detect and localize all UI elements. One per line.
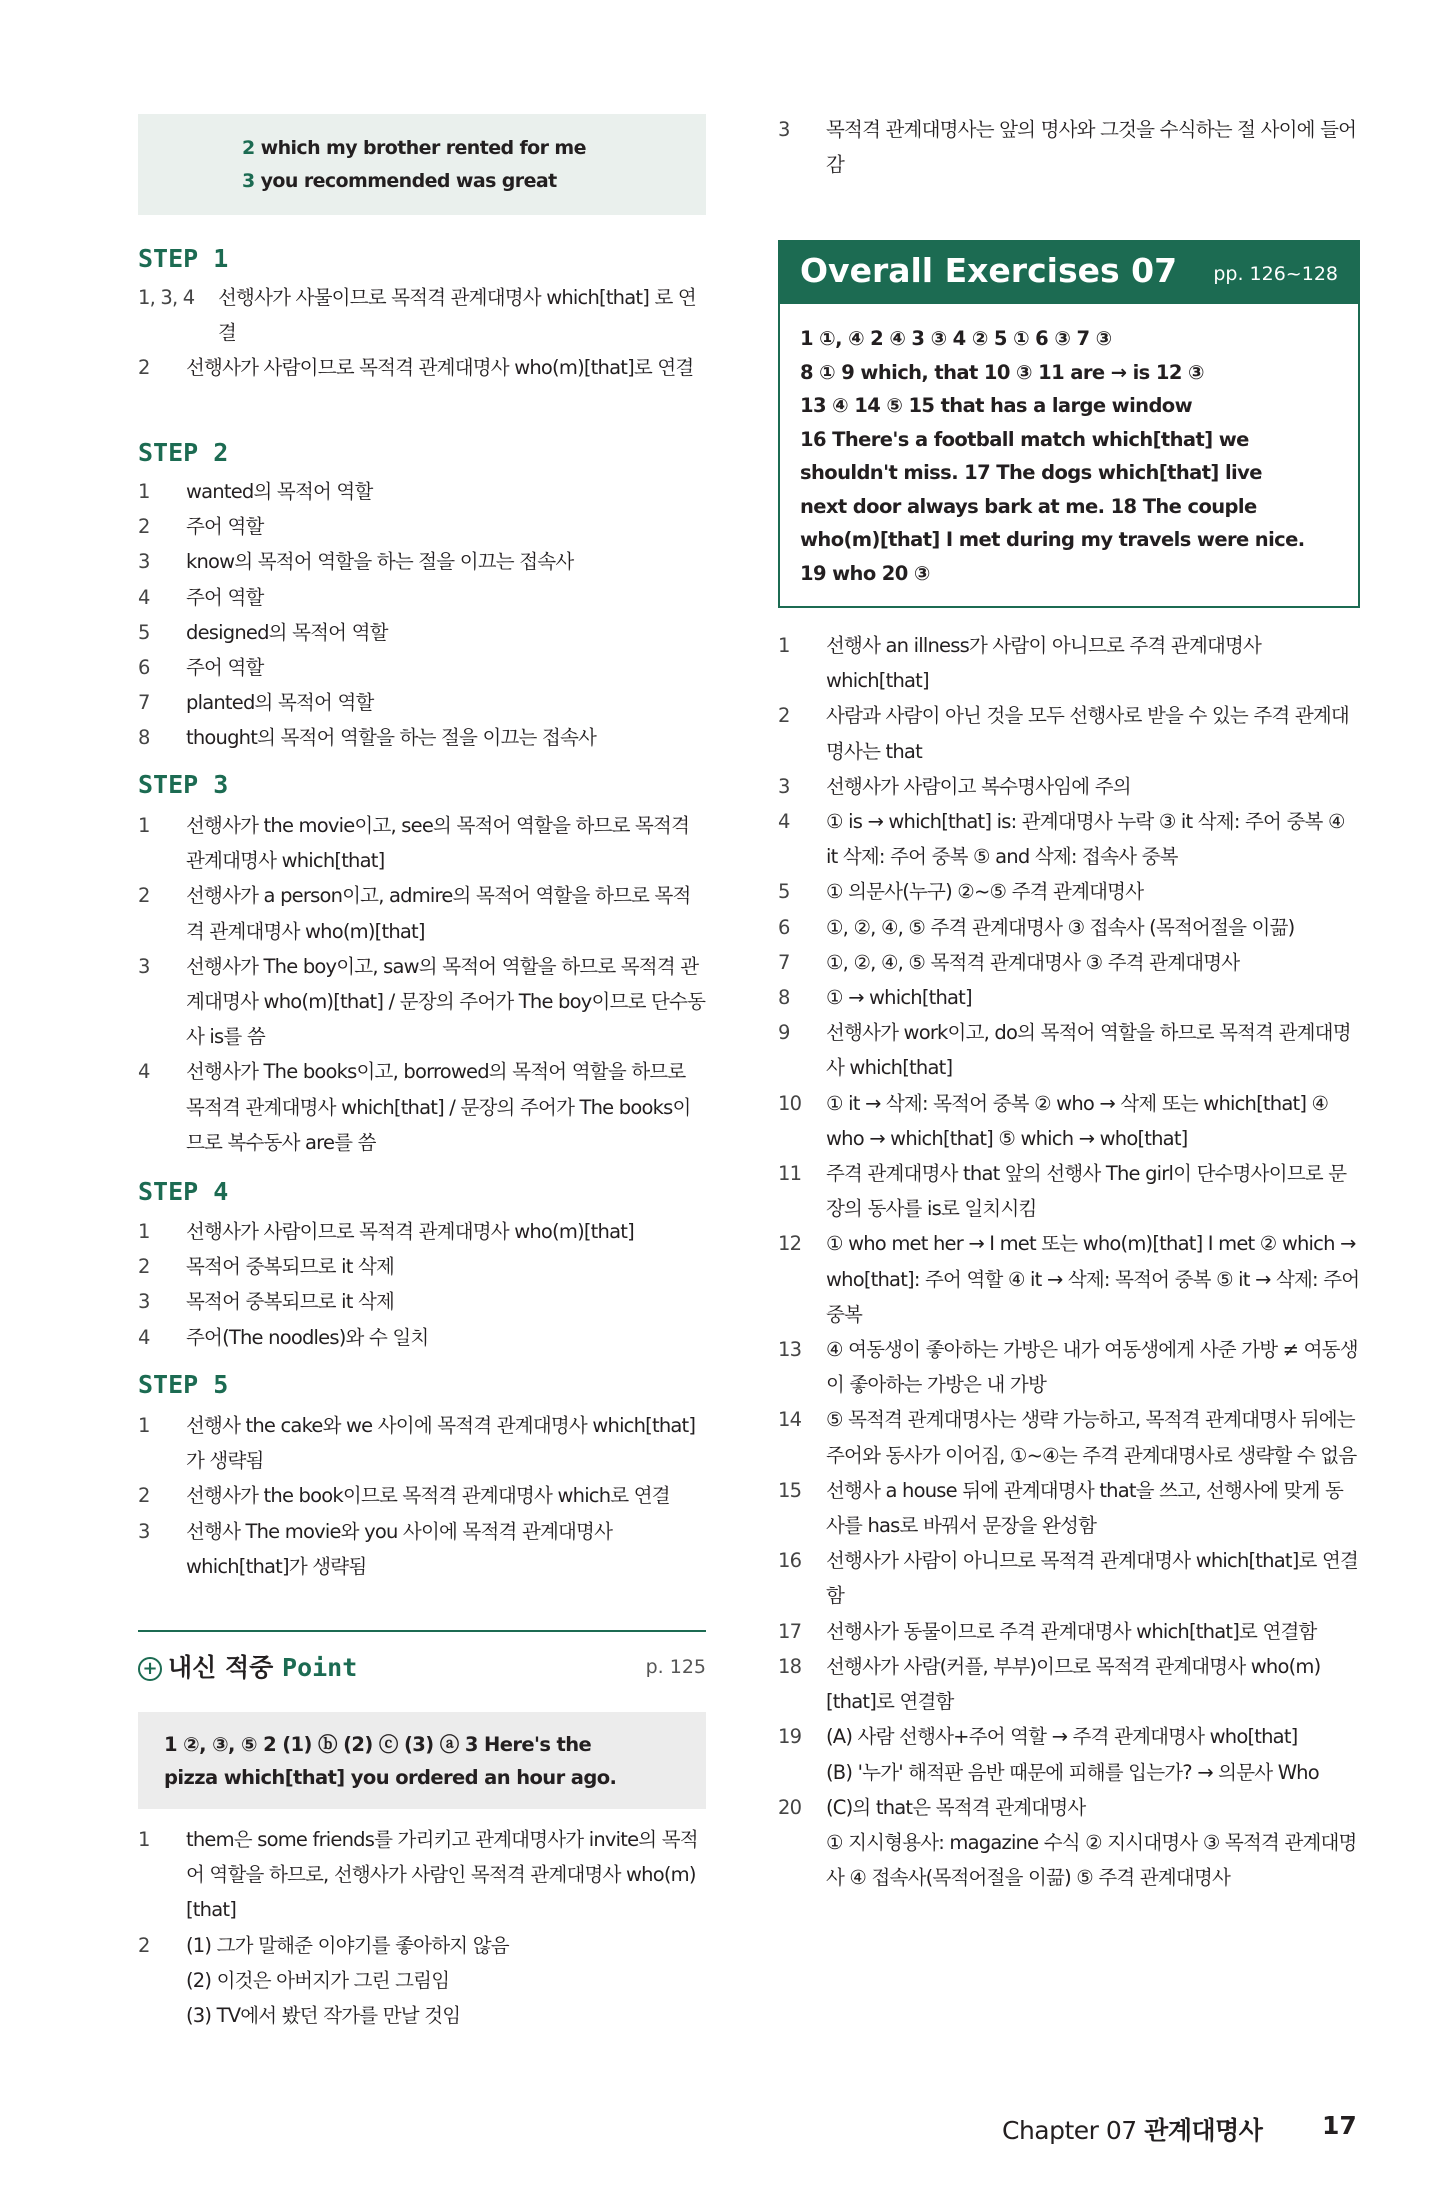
answer-box-top xyxy=(138,114,706,215)
list-item: 4 선행사가 The books이고, borrowed의 목적어 역할을 하므로 목적격 관계대명사 which[that] / 문장의 주어가 The books이므로 복수동사 are를 씀 xyxy=(138,1060,691,1154)
list-item: 1, 3, 4 선행사가 사물이므로 목적격 관계대명사 which[that] 로 연결 xyxy=(138,286,696,345)
point-list xyxy=(138,1822,706,2033)
list-item: 13 ④ 여동생이 좋아하는 가방은 내가 여동생에게 사준 가방 ≠ 여동생이 좋아하는 가방은 내 가방 xyxy=(778,1338,1358,1397)
list-item: (2) 이것은 아버지가 그린 그림임 xyxy=(186,1968,450,1992)
answer-line: next door always bark at me. 18 The couple xyxy=(800,494,1257,518)
answer-line: 1 ①, ④ 2 ④ 3 ③ 4 ② 5 ① 6 ③ 7 ③ xyxy=(800,327,1112,350)
answer-line: pizza which[that] you ordered an hour ago. xyxy=(164,1766,617,1789)
list-item: 3 목적격 관계대명사는 앞의 명사와 그것을 수식하는 절 사이에 들어감 xyxy=(778,118,1357,177)
overall-answers xyxy=(780,304,1358,590)
step4-heading: STEP 4 xyxy=(138,1177,229,1206)
list-item: 1 wanted의 목적어 역할 xyxy=(138,480,373,503)
list-item: 2 선행사가 a person이고, admire의 목적어 역할을 하므로 목적격 관계대명사 who(m)[that] xyxy=(138,884,691,943)
list-item: (B) '누가' 해적판 음반 때문에 피해를 입는가? → 의문사 Who xyxy=(826,1760,1319,1784)
list-item: 18 선행사가 사람(커플, 부부)이므로 목적격 관계대명사 who(m)[that]로 연결함 xyxy=(778,1654,1321,1714)
list-item: 3 선행사가 The boy이고, saw의 목적어 역할을 하므로 목적격 관계대명사 who(m)[that] / 문장의 주어가 The boy이므로 단수동사 is를 씀 xyxy=(138,954,706,1049)
pre-list xyxy=(778,112,1360,182)
list-item: 5 ① 의문사(누구) ②~⑤ 주격 관계대명사 xyxy=(778,880,1144,904)
answer-line: 16 There's a football match which[that] we xyxy=(800,427,1249,451)
list-item: 1 선행사 the cake와 we 사이에 목적격 관계대명사 which[that]가 생략됨 xyxy=(138,1414,696,1473)
list-item: 9 선행사가 work이고, do의 목적어 역할을 하므로 목적격 관계대명사 which[that] xyxy=(778,1021,1351,1080)
overall-page-ref: pp. 126~128 xyxy=(1213,263,1338,285)
list-item: 7 ①, ②, ④, ⑤ 목적격 관계대명사 ③ 주격 관계대명사 xyxy=(778,950,1240,974)
step5-heading: STEP 5 xyxy=(138,1370,229,1399)
list-item: 12 ① who met her → I met 또는 who(m)[that] I met ② which → who[that]: 주어 역할 ④ it → 삭제: 목적어 중복 ⑤ it → 삭제: 주어 중복 xyxy=(778,1232,1360,1326)
overall-explanations xyxy=(778,628,1360,1895)
list-item: 1 선행사 an illness가 사람이 아니므로 주격 관계대명사 which[that] xyxy=(778,634,1262,693)
list-item: 11 주격 관계대명사 that 앞의 선행사 The girl이 단수명사이므로 문장의 동사를 is로 일치시킴 xyxy=(778,1162,1347,1221)
answer-line: 3 you recommended was great xyxy=(242,170,557,192)
list-item: 3 know의 목적어 역할을 하는 절을 이끄는 접속사 xyxy=(138,550,574,574)
answer-line: 1 ②, ③, ⑤ 2 (1) ⓑ (2) ⓒ (3) ⓐ 3 Here's the xyxy=(164,1733,592,1756)
list-item: 16 선행사가 사람이 아니므로 목적격 관계대명사 which[that]로 연결함 xyxy=(778,1549,1359,1608)
step3-list xyxy=(138,808,706,1160)
list-item: 4 ① is → which[that] is: 관계대명사 누락 ③ it 삭제: 주어 중복 ④ it 삭제: 주어 중복 ⑤ and 삭제: 접속사 중복 xyxy=(778,810,1345,869)
answer-line: 2 which my brother rented for me xyxy=(242,137,586,159)
list-item: 17 선행사가 동물이므로 주격 관계대명사 which[that]로 연결함 xyxy=(778,1619,1317,1643)
list-item: (3) TV에서 봤던 작가를 만날 것임 xyxy=(186,2004,461,2028)
point-page-ref: p. 125 xyxy=(645,1656,706,1678)
overall-header xyxy=(780,242,1358,304)
list-item: 2 주어 역할 xyxy=(138,515,264,539)
overall-title: Overall Exercises 07 xyxy=(800,251,1178,290)
step1-heading: STEP 1 xyxy=(138,244,229,273)
list-item: 8 thought의 목적어 역할을 하는 절을 이끄는 접속사 xyxy=(138,726,597,750)
point-answer-box xyxy=(138,1712,706,1809)
footer-chapter: Chapter 07 관계대명사 xyxy=(1002,2116,1263,2145)
step2-list xyxy=(138,474,706,756)
list-item: 1 them은 some friends를 가리키고 관계대명사가 invite의 목적어 역할을 하므로, 선행사가 사람인 목적격 관계대명사 who(m)[that] xyxy=(138,1828,698,1922)
list-item: 2 선행사가 the book이므로 목적격 관계대명사 which로 연결 xyxy=(138,1484,670,1508)
list-item: 8 ① → which[that] xyxy=(778,986,972,1010)
step3-heading: STEP 3 xyxy=(138,770,229,799)
step2-heading: STEP 2 xyxy=(138,438,229,467)
answer-line: who(m)[that] I met during my travels were nice. xyxy=(800,528,1305,551)
list-item: 7 planted의 목적어 역할 xyxy=(138,691,374,715)
list-item: 10 ① it → 삭제: 목적어 중복 ② who → 삭제 또는 which[that] ④ who → which[that] ⑤ which → who[that] xyxy=(778,1091,1329,1150)
answer-line: 13 ④ 14 ⑤ 15 that has a large window xyxy=(800,394,1193,417)
page-number: 17 xyxy=(1322,2111,1357,2140)
list-item: 15 선행사 a house 뒤에 관계대명사 that을 쓰고, 선행사에 맞게 동사를 has로 바꿔서 문장을 완성함 xyxy=(778,1478,1344,1538)
list-item: 6 주어 역할 xyxy=(138,656,264,680)
list-item: 14 ⑤ 목적격 관계대명사는 생략 가능하고, 목적격 관계대명사 뒤에는 주어와 동사가 이어짐, ①~④는 주격 관계대명사로 생략할 수 없음 xyxy=(778,1408,1357,1467)
list-item: ① 지시형용사: magazine 수식 ② 지시대명사 ③ 목적격 관계대명사 ④ 접속사(목적어절을 이끎) ⑤ 주격 관계대명사 xyxy=(826,1830,1357,1890)
section-divider xyxy=(138,1630,706,1632)
step5-list xyxy=(138,1408,706,1584)
answer-line: shouldn't miss. 17 The dogs which[that] live xyxy=(800,461,1262,484)
list-item: 1 선행사가 사람이므로 목적격 관계대명사 who(m)[that] xyxy=(138,1220,634,1243)
answer-line: 8 ① 9 which, that 10 ③ 11 are → is 12 ③ xyxy=(800,360,1204,384)
list-item: 6 ①, ②, ④, ⑤ 주격 관계대명사 ③ 접속사 (목적어절을 이끎) xyxy=(778,915,1295,939)
list-item: 3 목적어 중복되므로 it 삭제 xyxy=(138,1290,395,1314)
list-item: 2 사람과 사람이 아닌 것을 모두 선행사로 받을 수 있는 주격 관계대명사는 that xyxy=(778,704,1349,763)
step1-list xyxy=(138,280,706,386)
list-item: 3 선행사가 사람이고 복수명사임에 주의 xyxy=(778,774,1131,798)
list-item: 2 (1) 그가 말해준 이야기를 좋아하지 않음 xyxy=(138,1933,509,1957)
list-item: 2 선행사가 사람이므로 목적격 관계대명사 who(m)[that]로 연결 xyxy=(138,356,694,380)
list-item: 2 목적어 중복되므로 it 삭제 xyxy=(138,1255,395,1279)
list-item: 20 (C)의 that은 목적격 관계대명사 xyxy=(778,1795,1086,1819)
list-item: 4 주어(The noodles)와 수 일치 xyxy=(138,1325,429,1349)
step4-list xyxy=(138,1214,706,1355)
overall-exercises-box xyxy=(778,240,1360,608)
point-title: + 내신 적중 Point xyxy=(138,1648,357,1684)
plus-circle-icon: + xyxy=(138,1657,162,1681)
list-item: 1 선행사가 the movie이고, see의 목적어 역할을 하므로 목적격 관계대명사 which[that] xyxy=(138,814,690,873)
list-item: 4 주어 역할 xyxy=(138,585,264,609)
answer-line: 19 who 20 ③ xyxy=(800,561,930,585)
list-item: 3 선행사 The movie와 you 사이에 목적격 관계대명사 which[that]가 생략됨 xyxy=(138,1519,613,1578)
list-item: 5 designed의 목적어 역할 xyxy=(138,620,388,644)
list-item: 19 (A) 사람 선행사+주어 역할 → 주격 관계대명사 who[that] xyxy=(778,1725,1298,1749)
